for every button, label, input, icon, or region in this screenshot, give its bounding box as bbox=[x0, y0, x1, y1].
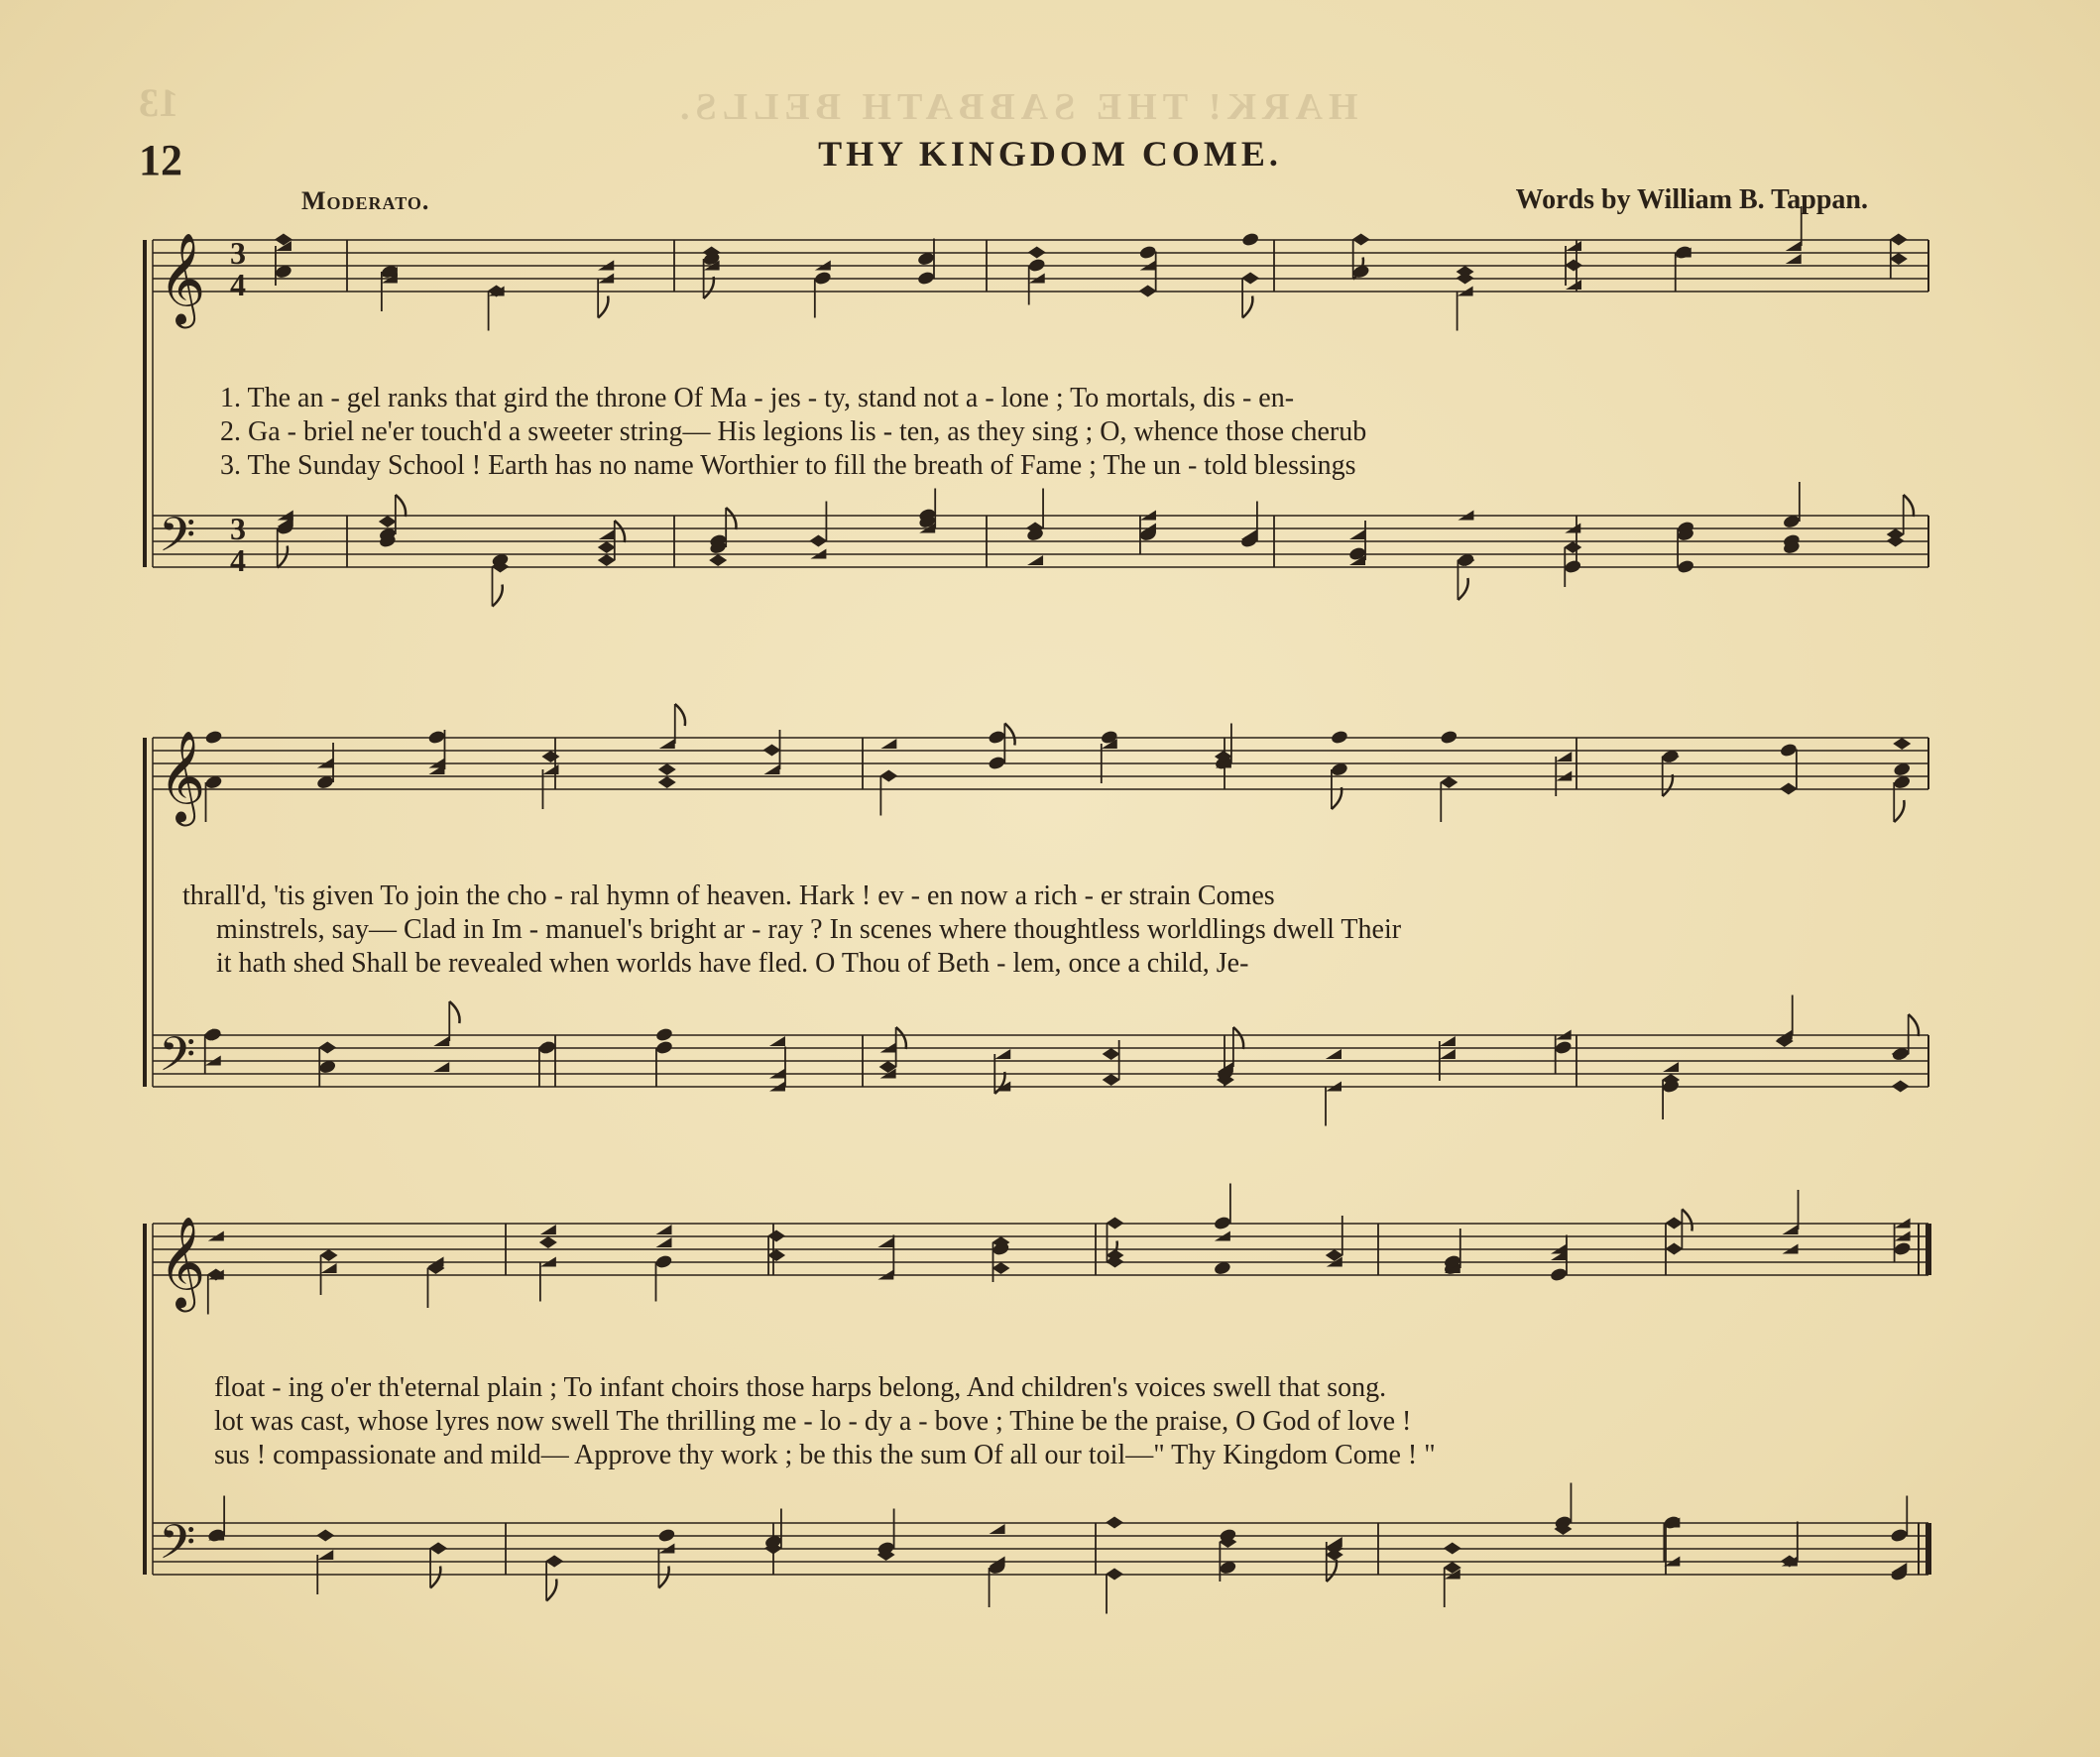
note-head bbox=[1352, 234, 1370, 246]
page-number: 12 bbox=[139, 136, 182, 184]
note-flag bbox=[1004, 724, 1014, 746]
lyric-line-s1-v3: 3. The Sunday School ! Earth has no name Worthier to fill the breath of Fame ; The un - told blessings bbox=[220, 450, 1356, 481]
note-head bbox=[1241, 529, 1257, 539]
note-head bbox=[1893, 738, 1911, 750]
note-head bbox=[1331, 730, 1349, 746]
note-head bbox=[598, 541, 616, 553]
bleed-through-title: HARK! THE SABBATH BELLS. bbox=[674, 86, 1358, 128]
note-flag bbox=[1242, 296, 1252, 318]
note-head bbox=[1665, 1218, 1683, 1230]
note-flag bbox=[449, 1001, 459, 1023]
note-flag bbox=[1327, 1560, 1337, 1581]
note-head bbox=[654, 1254, 673, 1270]
note-head bbox=[1890, 1528, 1909, 1544]
note-head bbox=[1550, 1267, 1569, 1283]
note-head bbox=[1028, 247, 1046, 259]
note-head bbox=[1556, 752, 1572, 761]
treble-clef: 𝄞 bbox=[159, 730, 206, 822]
note-flag bbox=[546, 1580, 556, 1601]
lyric-line-s1-v2: 2. Ga - briel ne'er touch'd a sweeter string— His legions lis - ten, as they sing ; O, whence those cherub bbox=[220, 416, 1367, 447]
time-signature-bottom: 4 bbox=[230, 267, 246, 302]
note-flag bbox=[1904, 495, 1914, 517]
note-head bbox=[1440, 730, 1458, 746]
note-flag bbox=[1909, 1014, 1919, 1036]
note-head bbox=[1892, 1081, 1910, 1093]
note-head bbox=[1440, 776, 1458, 788]
note-head bbox=[598, 554, 616, 566]
bass-clef: 𝄢 bbox=[159, 1026, 196, 1094]
note-head bbox=[1241, 232, 1260, 248]
note-flag bbox=[1458, 578, 1467, 600]
note-head bbox=[988, 756, 1006, 771]
note-head bbox=[1786, 241, 1802, 251]
note-head bbox=[540, 1225, 556, 1234]
note-head bbox=[988, 730, 1006, 746]
note-head bbox=[1780, 783, 1798, 795]
note-head bbox=[1103, 1074, 1120, 1086]
note-head bbox=[1440, 1036, 1456, 1046]
note-head bbox=[658, 763, 676, 775]
note-flag bbox=[658, 1567, 668, 1588]
time-signature-top: 3 bbox=[230, 235, 246, 271]
note-head bbox=[545, 1556, 563, 1568]
time-signature-bottom: 4 bbox=[230, 542, 246, 578]
note-head bbox=[1106, 1569, 1123, 1581]
note-head bbox=[659, 739, 675, 749]
hymn-title: THY KINGDOM COME. bbox=[818, 134, 1282, 174]
note-head bbox=[1564, 541, 1581, 553]
note-flag bbox=[896, 1027, 906, 1049]
note-head bbox=[318, 1042, 336, 1054]
note-head bbox=[1779, 743, 1798, 759]
lyric-line-s2-v1: thrall'd, 'tis given To join the cho - ral hymn of heaven. Hark ! ev - en now a rich - er strain Comes bbox=[182, 880, 1275, 911]
note-head bbox=[1564, 559, 1582, 575]
treble-clef: 𝄞 bbox=[159, 1216, 206, 1308]
note-head bbox=[1565, 260, 1582, 272]
note-head bbox=[204, 730, 223, 746]
note-head bbox=[709, 554, 727, 566]
note-head bbox=[767, 1230, 785, 1242]
note-head bbox=[1663, 1062, 1679, 1072]
note-head bbox=[1103, 1048, 1120, 1060]
note-flag bbox=[1233, 1027, 1243, 1049]
note-flag bbox=[1663, 774, 1673, 796]
note-flag bbox=[396, 495, 406, 517]
bass-clef: 𝄢 bbox=[159, 507, 196, 574]
note-head bbox=[1107, 1256, 1124, 1268]
note-head bbox=[1444, 1543, 1461, 1555]
note-head bbox=[429, 1543, 447, 1555]
note-head bbox=[656, 1237, 672, 1247]
note-head bbox=[1566, 241, 1581, 251]
note-head bbox=[379, 516, 397, 527]
note-head bbox=[1107, 1218, 1124, 1230]
note-head bbox=[655, 1027, 674, 1043]
note-head bbox=[1893, 1241, 1912, 1257]
lyric-line-s3-v2: lot was cast, whose lyres now swell The thrilling me - lo - dy a - bove ; Thine be the praise, O God of love ! bbox=[214, 1406, 1412, 1437]
note-flag bbox=[675, 704, 685, 726]
note-head bbox=[1027, 258, 1046, 274]
note-flag bbox=[492, 585, 502, 607]
note-head bbox=[1027, 555, 1043, 565]
note-flag bbox=[1332, 787, 1342, 809]
note-head bbox=[879, 770, 897, 782]
note-head bbox=[877, 1237, 893, 1247]
note-head bbox=[1106, 1517, 1123, 1529]
note-head bbox=[1138, 245, 1157, 261]
note-head bbox=[320, 1249, 338, 1261]
lyric-line-s3-v3: sus ! compassionate and mild— Approve thy work ; be this the sum Of all our toil—" Thy Kingdom Come ! " bbox=[214, 1440, 1436, 1470]
note-flag bbox=[726, 508, 736, 529]
note-head bbox=[1554, 1040, 1573, 1056]
note-head bbox=[1241, 273, 1259, 285]
note-head bbox=[990, 1524, 1005, 1534]
note-flag bbox=[615, 521, 625, 542]
tempo-marking: Moderato. bbox=[301, 186, 430, 215]
note-head bbox=[433, 1036, 449, 1046]
note-head bbox=[321, 1263, 337, 1273]
note-head bbox=[541, 751, 559, 762]
bass-clef: 𝄢 bbox=[159, 1514, 196, 1581]
note-head bbox=[1213, 1216, 1231, 1231]
note-head bbox=[763, 764, 779, 774]
note-head bbox=[657, 1528, 676, 1544]
note-head bbox=[917, 271, 936, 287]
note-flag bbox=[278, 546, 288, 568]
treble-clef: 𝄞 bbox=[159, 232, 206, 324]
note-head bbox=[1326, 1049, 1342, 1059]
note-head bbox=[656, 1225, 672, 1234]
note-flag bbox=[598, 296, 608, 318]
note-head bbox=[1349, 529, 1365, 539]
note-head bbox=[1890, 253, 1908, 265]
note-head bbox=[655, 1040, 674, 1056]
note-head bbox=[658, 776, 676, 788]
note-head bbox=[599, 529, 615, 539]
lyric-line-s1-v1: 1. The an - gel ranks that gird the throne Of Ma - jes - ty, stand not a - lone ; To mortals, dis - en- bbox=[220, 383, 1295, 413]
note-flag bbox=[1894, 800, 1904, 822]
note-head bbox=[433, 1062, 449, 1072]
note-head bbox=[1887, 535, 1905, 547]
note-head bbox=[316, 1530, 334, 1542]
note-head bbox=[1890, 234, 1908, 246]
note-flag bbox=[704, 277, 714, 298]
note-head bbox=[809, 535, 827, 547]
note-head bbox=[992, 1262, 1009, 1274]
note-head bbox=[813, 271, 832, 287]
words-attribution: Words by William B. Tappan. bbox=[1515, 184, 1868, 215]
lyric-line-s2-v3: it hath shed Shall be revealed when worlds have fled. O Thou of Beth - lem, once a child, Je- bbox=[216, 948, 1249, 979]
note-head bbox=[994, 1049, 1010, 1059]
note-head bbox=[762, 745, 780, 757]
note-flag bbox=[430, 1567, 440, 1588]
bleed-through-page-number: 13 bbox=[139, 80, 178, 125]
note-flag bbox=[1682, 1210, 1692, 1231]
note-head bbox=[1566, 280, 1581, 290]
note-head bbox=[1326, 1549, 1343, 1561]
note-head bbox=[769, 1036, 785, 1046]
lyric-line-s2-v2: minstrels, say— Clad in Im - manuel's bright ar - ray ? In scenes where thoughtless worldlings dwell Their bbox=[216, 914, 1402, 945]
note-head bbox=[1440, 1049, 1456, 1059]
note-head bbox=[1891, 1563, 1907, 1573]
note-head bbox=[1139, 286, 1157, 297]
note-head bbox=[1786, 254, 1802, 264]
note-head bbox=[317, 1550, 333, 1560]
note-head bbox=[1783, 1225, 1799, 1234]
note-head bbox=[1677, 559, 1695, 575]
time-signature-top: 3 bbox=[230, 511, 246, 546]
note-head bbox=[1457, 266, 1474, 278]
note-head bbox=[538, 1040, 557, 1056]
note-head bbox=[427, 730, 446, 746]
note-head bbox=[1665, 1243, 1683, 1255]
note-head bbox=[880, 739, 896, 749]
lyric-line-s3-v1: float - ing o'er th'eternal plain ; To infant choirs those harps belong, And children's voices swell that song. bbox=[214, 1372, 1387, 1403]
note-head bbox=[539, 1236, 557, 1248]
note-head bbox=[767, 1249, 785, 1261]
note-head bbox=[542, 764, 558, 774]
